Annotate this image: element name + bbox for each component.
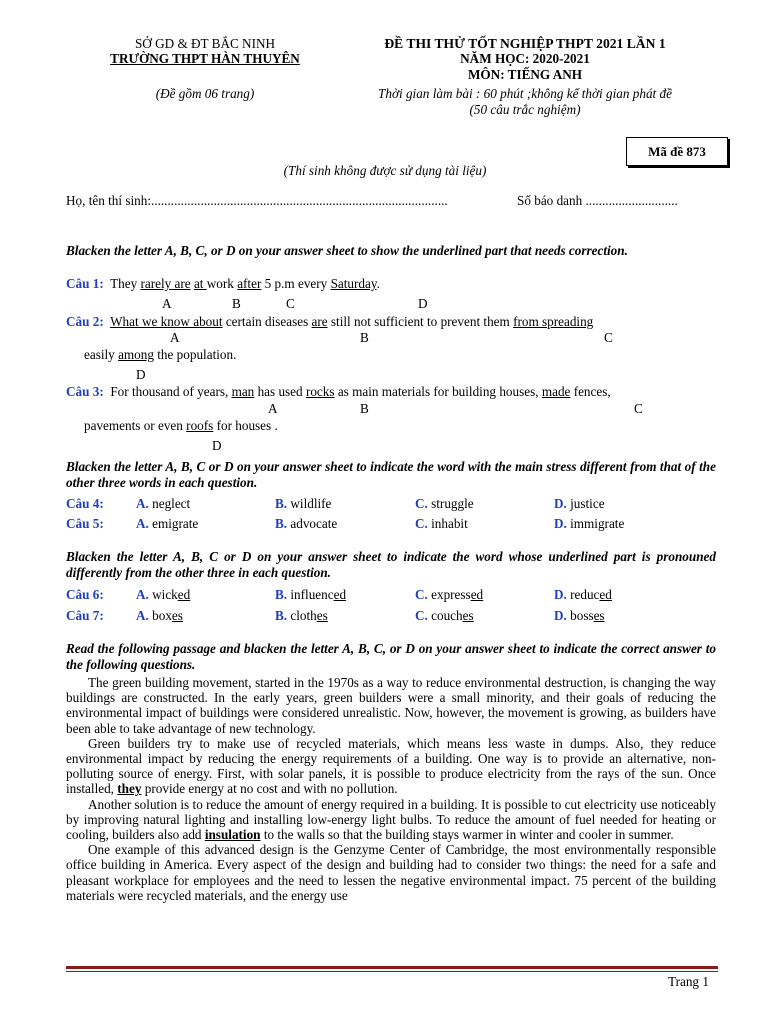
highlighted-word: they bbox=[117, 781, 142, 797]
reading-passage bbox=[66, 675, 716, 903]
passage-paragraph: Another solution is to reduce the amount of energy required in a building. It is possible to cut electricity use noticeably by improving natural lighting and installing low-energy light bulbs. To reduce the amount of fuel needed for heating or cooling, builders also add insulation to the walls so that the building stays warmer in winter and cooler in summer. bbox=[66, 796, 716, 843]
page-count-note: (Đề gồm 06 trang) bbox=[155, 86, 255, 101]
question-label: Câu 4: bbox=[66, 496, 104, 511]
underlined-part-d: among bbox=[118, 347, 154, 362]
option-c[interactable]: C. expressed bbox=[415, 587, 484, 602]
underlined-part-a: What we know about bbox=[110, 314, 223, 329]
underlined-part-b: at bbox=[193, 276, 207, 291]
underlined-part-d: Saturday bbox=[330, 276, 377, 291]
underlined-part-c: from spreading bbox=[513, 314, 594, 329]
section2-instruction: Blacken the letter A, B, C or D on your answer sheet to indicate the word with the main stress different from that of the other three words in each question. bbox=[66, 459, 716, 490]
footer-rule-thin bbox=[66, 971, 718, 972]
school-year: NĂM HỌC: 2020-2021 bbox=[460, 51, 590, 66]
highlighted-word: insulation bbox=[204, 827, 261, 843]
underlined-part-a: rarely are bbox=[140, 276, 191, 291]
footer-rule bbox=[66, 966, 718, 969]
option-a[interactable]: A. wicked bbox=[136, 587, 191, 602]
question-label: Câu 6: bbox=[66, 587, 104, 602]
exam-title: ĐỀ THI THỬ TỐT NGHIỆP THPT 2021 LẦN 1 bbox=[384, 36, 666, 51]
option-d[interactable]: D. bosses bbox=[554, 608, 605, 623]
section3-instruction: Blacken the letter A, B, C or D on your answer sheet to indicate the word whose underlined part is pronouned differently from the other three in each question. bbox=[66, 549, 716, 580]
question-3-line2: pavements or even roofs for houses . bbox=[84, 418, 278, 433]
subject: MÔN: TIẾNG ANH bbox=[467, 67, 583, 82]
passage-paragraph: Green builders try to make use of recycled materials, which means less waste in dumps. Also, they reduce environmental impact by reducing the energy requirements of a building. One way is to provide an alternative, non-polluting source of energy. First, with solar panels, it is possible to produce electricity from the rays of the sun. Once installed, they provide energy at no cost and with no pollution. bbox=[66, 735, 716, 797]
question-label: Câu 7: bbox=[66, 608, 104, 623]
underlined-part-b: rocks bbox=[305, 384, 335, 399]
candidate-id-line: Số báo danh ............................ bbox=[517, 193, 678, 208]
question-2: Câu 2: What we know about certain diseases are still not sufficient to prevent them from spreading bbox=[66, 314, 594, 329]
letter-a: A bbox=[268, 401, 278, 416]
option-c[interactable]: C. struggle bbox=[415, 496, 474, 511]
question-label: Câu 1: bbox=[66, 276, 104, 291]
time-allowed: Thời gian làm bài : 60 phút ;không kể thời gian phát đề bbox=[378, 86, 672, 101]
option-b[interactable]: B. wildlife bbox=[275, 496, 332, 511]
page-number: Trang 1 bbox=[668, 974, 709, 989]
letter-d: D bbox=[136, 367, 146, 382]
section1-instruction: Blacken the letter A, B, C, or D on your answer sheet to show the underlined part that needs correction. bbox=[66, 243, 628, 258]
letter-a: A bbox=[170, 330, 180, 345]
question-count: (50 câu trắc nghiệm) bbox=[469, 102, 581, 117]
question-3: Câu 3: For thousand of years, man has used rocks as main materials for building houses, made fences, bbox=[66, 384, 611, 399]
option-d[interactable]: D. justice bbox=[554, 496, 605, 511]
option-a[interactable]: A. neglect bbox=[136, 496, 191, 511]
letter-a: A bbox=[162, 296, 172, 311]
option-d[interactable]: D. reduced bbox=[554, 587, 612, 602]
passage-paragraph: One example of this advanced design is the Genzyme Center of Cambridge, the most environmentally responsible office building in America. Every aspect of the design and building had to consider two things: the need for a safe and pleasant workplace for employees and the need to lessen the negative environmental impact. 75 percent of the building materials were recycled materials, and the energy use bbox=[66, 842, 716, 903]
option-d[interactable]: D. immigrate bbox=[554, 516, 625, 531]
option-b[interactable]: B. advocate bbox=[275, 516, 338, 531]
candidate-name-line: Họ, tên thí sinh:.......................................................................................... bbox=[66, 193, 448, 208]
option-a[interactable]: A. boxes bbox=[136, 608, 183, 623]
option-a[interactable]: A. emigrate bbox=[136, 516, 199, 531]
underlined-part-d: roofs bbox=[186, 418, 214, 433]
option-b[interactable]: B. clothes bbox=[275, 608, 328, 623]
question-label: Câu 3: bbox=[66, 384, 104, 399]
letter-c: C bbox=[634, 401, 643, 416]
underlined-part-a: man bbox=[231, 384, 255, 399]
letter-d: D bbox=[212, 438, 222, 453]
option-c[interactable]: C. couches bbox=[415, 608, 474, 623]
question-label: Câu 5: bbox=[66, 516, 104, 531]
letter-b: B bbox=[232, 296, 241, 311]
question-1: Câu 1: They rarely are at work after 5 p.m every Saturday. bbox=[66, 276, 380, 291]
no-materials-note: (Thí sinh không được sử dụng tài liệu) bbox=[283, 163, 487, 178]
section4-instruction: Read the following passage and blacken the letter A, B, C, or D on your answer sheet to indicate the correct answer to the following questions. bbox=[66, 641, 716, 672]
letter-d: D bbox=[418, 296, 428, 311]
exam-code-box bbox=[626, 137, 728, 166]
question-label: Câu 2: bbox=[66, 314, 104, 329]
letter-c: C bbox=[286, 296, 295, 311]
question-2-line2: easily among the population. bbox=[84, 347, 237, 362]
letter-c: C bbox=[604, 330, 613, 345]
exam-code: Mã đề 873 bbox=[648, 143, 706, 159]
option-c[interactable]: C. inhabit bbox=[415, 516, 468, 531]
underlined-part-b: are bbox=[311, 314, 328, 329]
department-name: SỞ GD & ĐT BẮC NINH bbox=[134, 36, 276, 51]
school-name: TRƯỜNG THPT HÀN THUYÊN bbox=[110, 51, 300, 66]
letter-b: B bbox=[360, 401, 369, 416]
letter-b: B bbox=[360, 330, 369, 345]
passage-paragraph: The green building movement, started in the 1970s as a way to reduce environmental destruction, is changing the way buildings are constructed. In the early years, green builders were a small minority, and their goals of reducing the environmental impact of buildings were considered unrealistic. Now, however, the movement is growing, as builders have been able to take advantage of new technology. bbox=[66, 675, 716, 736]
option-b[interactable]: B. influenced bbox=[275, 587, 347, 602]
underlined-part-c: made bbox=[541, 384, 571, 399]
underlined-part-c: after bbox=[237, 276, 262, 291]
